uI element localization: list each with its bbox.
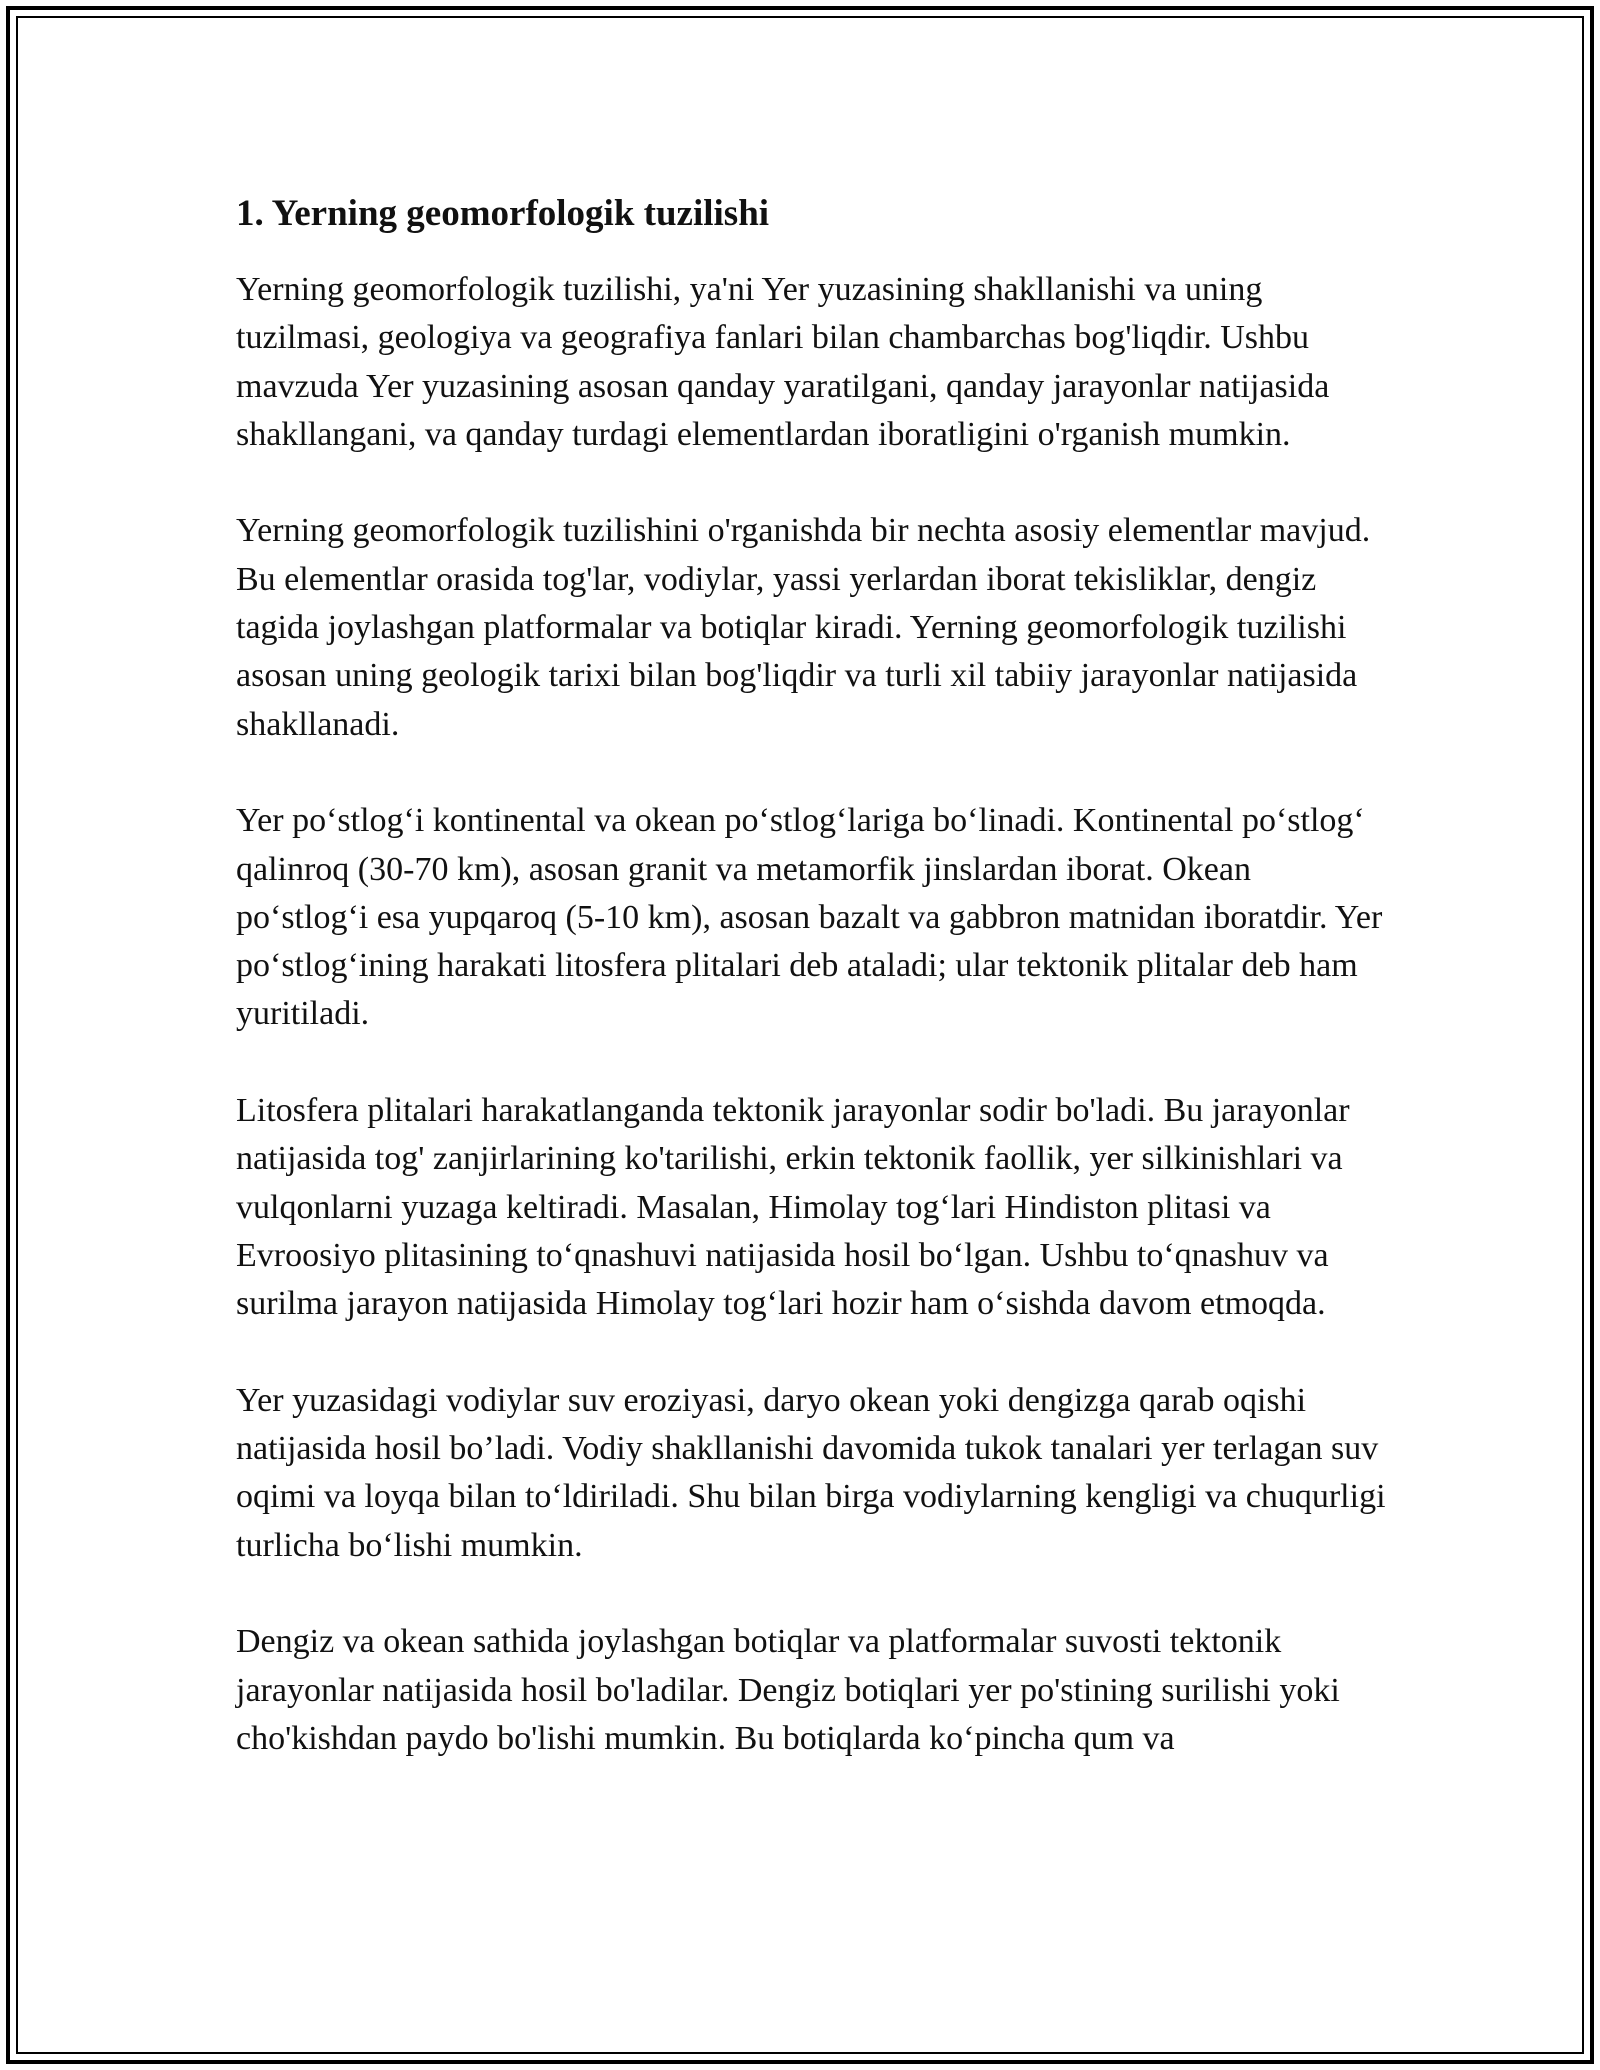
section-heading: 1. Yerning geomorfologik tuzilishi: [236, 193, 770, 234]
paragraph-1: Yerning geomorfologik tuzilishi, ya'ni Yer yuzasining shakllanishi va uning tuzilmasi, geologiya va geografiya fanlari bilan chambarchas bog'liqdir. Ushbu mavzuda Yer yuzasining asosan qanday yaratilgani, qanday jarayonlar natijasida shakllangani, va qanday turdagi elementlardan iboratligini o'rganish mumkin.: [236, 271, 1330, 453]
paragraph-3: Yer poʻstlogʻi kontinental va okean poʻstlogʻlariga boʻlinadi. Kontinental poʻstlogʻ qalinroq (30-70 km), asosan granit va metamorfik jinslardan iborat. Okean poʻstlogʻi esa yupqaroq (5-10 km), asosan bazalt va gabbron matnidan iboratdir. Yer poʻstlogʻining harakati litosfera plitalari deb ataladi; ular tektonik plitalar deb ham yuritiladi.: [236, 802, 1383, 1033]
paragraph-5: Yer yuzasidagi vodiylar suv eroziyasi, daryo okean yoki dengizga qarab oqishi natijasida hosil bo’ladi. Vodiy shakllanishi davomida tukok tanalari yer terlagan suv oqimi va loyqa bilan toʻldiriladi. Shu bilan birga vodiylarning kengligi va chuqurligi turlicha boʻlishi mumkin.: [236, 1381, 1386, 1564]
document-body: [236, 186, 1386, 1812]
paragraph-6: Dengiz va okean sathida joylashgan botiqlar va platformalar suvosti tektonik jarayonlar natijasida hosil bo'ladilar. Dengiz botiqlari yer po'stining surilishi yoki cho'kishdan paydo bo'lishi mumkin. Bu botiqlarda koʻpincha qum va: [236, 1623, 1340, 1757]
paragraph-4: Litosfera plitalari harakatlanganda tektonik jarayonlar sodir bo'ladi. Bu jarayonlar natijasida tog' zanjirlarining ko'tarilishi, erkin tektonik faollik, yer silkinishlari va vulqonlarni yuzaga keltiradi. Masalan, Himolay togʻlari Hindiston plitasi va Evroosiyo plitasining toʻqnashuvi natijasida hosil boʻlgan. Ushbu toʻqnashuv va surilma jarayon natijasida Himolay togʻlari hozir ham oʻsishda davom etmoqda.: [236, 1092, 1350, 1323]
paragraph-2: Yerning geomorfologik tuzilishini o'rganishda bir nechta asosiy elementlar mavjud. Bu elementlar orasida tog'lar, vodiylar, yassi yerlardan iborat tekisliklar, dengiz tagida joylashgan platformalar va botiqlar kiradi. Yerning geomorfologik tuzilishi asosan uning geologik tarixi bilan bog'liqdir va turli xil tabiiy jarayonlar natijasida shakllanadi.: [236, 512, 1371, 743]
